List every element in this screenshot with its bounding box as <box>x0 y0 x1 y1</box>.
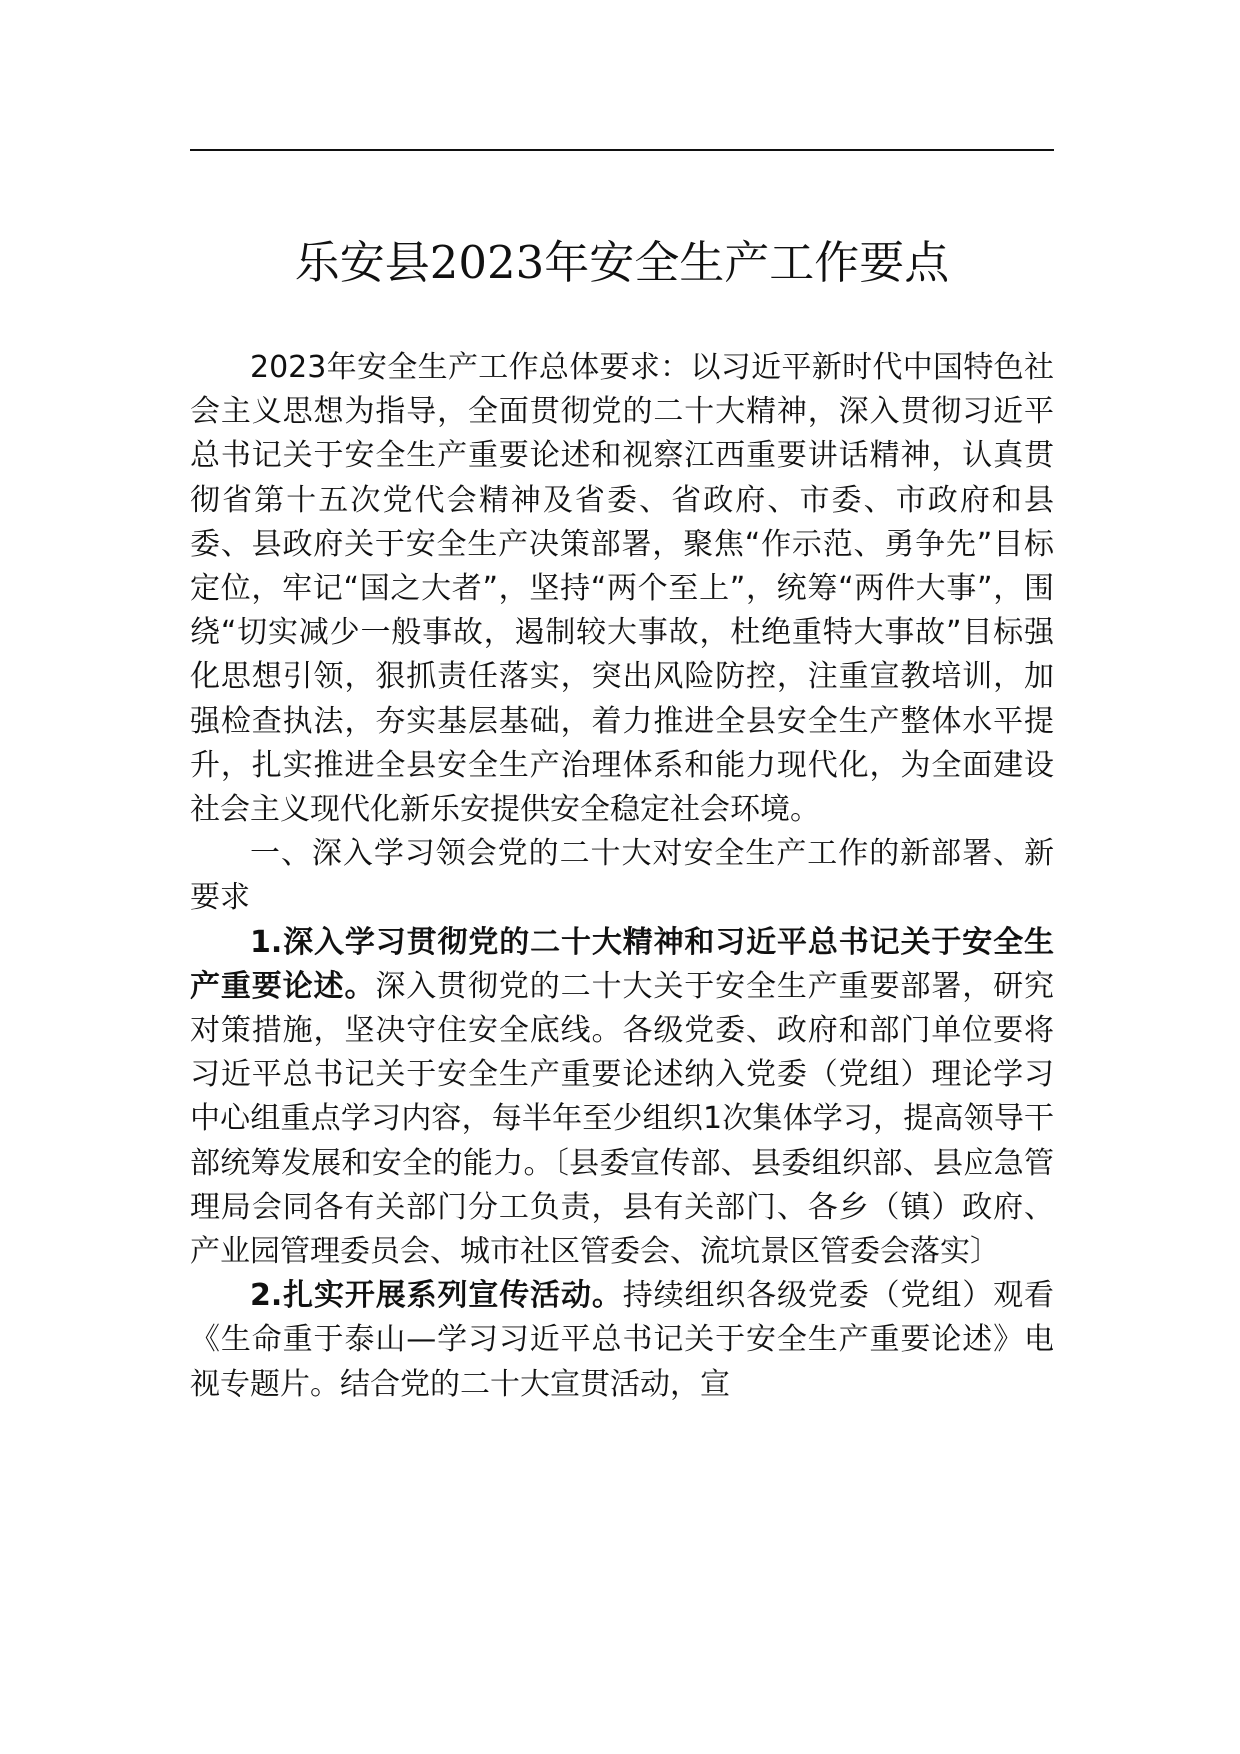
item-paragraph <box>190 921 1054 1275</box>
header-rule <box>190 149 1054 151</box>
document-body <box>190 346 1054 1407</box>
paragraph-text: 持续组织各级党委（党组）观看《生命重于泰山—学习习近平总书记关于安全生产重要论述》电视专题片。结合党的二十大宣贯活动，宣 <box>190 1278 1054 1402</box>
paragraph-text: 深入贯彻党的二十大关于安全生产重要部署，研究对策措施，坚决守住安全底线。各级党委、政府和部门单位要将习近平总书记关于安全生产重要论述纳入党委（党组）理论学习中心组重点学习内容，每半年至少组织1次集体学习，提高领导干部统筹发展和安全的能力。〔县委宣传部、县委组织部、县应急管理局会同各有关部门分工负责，县有关部门、各乡（镇）政府、产业园管理委员会、城市社区管委会、流坑景区管委会落实〕 <box>190 968 1055 1270</box>
paragraph-text: 2023年安全生产工作总体要求：以习近平新时代中国特色社会主义思想为指导，全面贯彻党的二十大精神，深入贯彻习近平总书记关于安全生产重要论述和视察江西重要讲话精神，认真贯彻省第十五次党代会精神及省委、省政府、市委、市政府和县委、县政府关于安全生产决策部署，聚焦“作示范、勇争先”目标定位，牢记“国之大者”，坚持“两个至上”，统筹“两件大事”，围绕“切实减少一般事故，遏制较大事故，杜绝重特大事故”目标强化思想引领，狠抓责任落实，突出风险防控，注重宣教培训，加强检查执法，夯实基层基础，着力推进全县安全生产整体水平提升，扎实推进全县安全生产治理体系和能力现代化，为全面建设社会主义现代化新乐安提供安全稳定社会环境。 <box>190 350 1054 828</box>
paragraph-text: 一、深入学习领会党的二十大对安全生产工作的新部署、新要求 <box>190 836 1054 916</box>
section-heading <box>190 832 1054 920</box>
document-title: 乐安县2023年安全生产工作要点 <box>294 236 950 289</box>
item-lead: 1.深入学习贯彻党的二十大精神和习近平总书记关于安全生产重要论述。 <box>190 924 1054 1004</box>
item-paragraph <box>190 1274 1054 1407</box>
item-lead: 2.扎实开展系列宣传活动。 <box>250 1278 623 1314</box>
intro-paragraph <box>190 346 1054 832</box>
